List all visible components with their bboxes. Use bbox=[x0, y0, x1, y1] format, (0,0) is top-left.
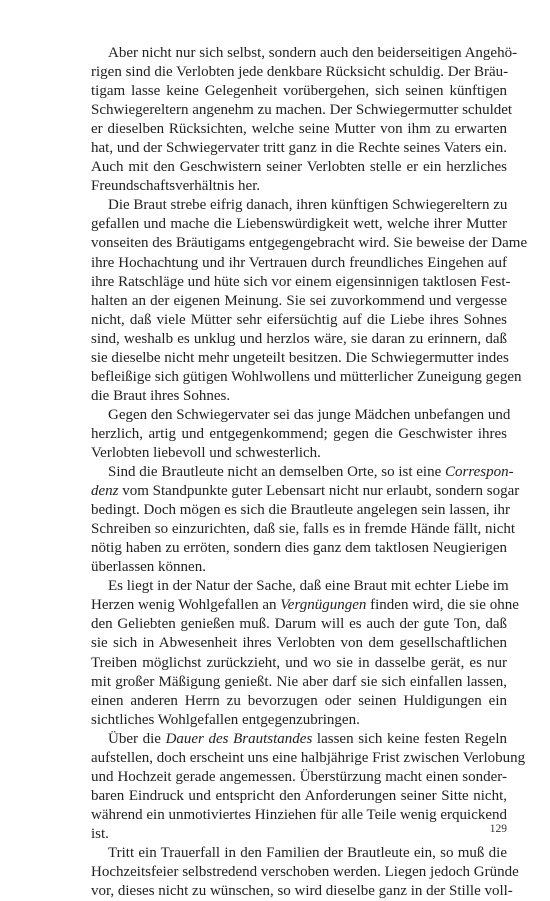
text-line: Die Braut strebe eifrig danach, ihren künftigen Schwiegereltern zu bbox=[108, 197, 508, 214]
text-line: den Geliebten genießen muß. Darum will es auch der gute Ton, daß bbox=[91, 616, 507, 633]
text-line: Gegen den Schwiegervater sei das junge Mädchen unbefangen und bbox=[108, 406, 511, 423]
text-line: Verlobten liebevoll und schwesterlich. bbox=[91, 444, 321, 461]
text-run: finden wird, die sie ohne bbox=[366, 597, 519, 614]
italic-term: denz bbox=[91, 483, 119, 500]
text-line: vor, dieses nicht zu wünschen, so wird dieselbe ganz in der Stille voll- bbox=[91, 883, 513, 900]
text-line: Tritt ein Trauerfall in den Familien der Brautleute ein, so muß die bbox=[108, 844, 507, 861]
text-line: mit großer Mäßigung genießt. Nie aber darf sie sich einfallen lassen, bbox=[91, 673, 507, 690]
text-line: sie dieselbe nicht mehr ungeteilt besitzen. Die Schwiegermutter indes bbox=[91, 349, 509, 366]
italic-term: Correspon- bbox=[445, 464, 514, 481]
text-line: Hochzeitsfeier selbstredend verschoben werden. Liegen jedoch Gründe bbox=[91, 864, 519, 881]
text-line: sie sich in Abwesenheit ihres Verlobten von dem gesellschaftlichen bbox=[91, 635, 507, 652]
text-line: Aber nicht nur sich selbst, sondern auch den beiderseitigen Angehö- bbox=[108, 45, 518, 61]
text-line: und Hochzeit gerade angemessen. Überstürzung macht einen sonder- bbox=[91, 768, 507, 785]
text-line: tigam lasse keine Gelegenheit vorübergehen, sich seinen künftigen bbox=[91, 83, 507, 100]
body-text bbox=[74, 44, 528, 901]
text-line: vonseiten des Bräutigams entgegengebracht wird. Sie beweise der Dame bbox=[91, 235, 528, 252]
text-line: aufstellen, doch erscheint uns eine halbjährige Frist zwischen Verlobung bbox=[91, 749, 526, 766]
text-line: sichtliches Wohlgefallen entgegenzubringen. bbox=[91, 711, 360, 728]
text-line: befleißige sich gütigen Wohlwollens und mütterlicher Zuneigung gegen bbox=[91, 368, 522, 385]
paragraph-engagement-duration bbox=[74, 730, 526, 844]
text-run: Sind die Brautleute nicht an demselben Orte, so ist eine bbox=[108, 464, 446, 481]
text-line: ihre Ratschläge und hüte sich vor einem eigensinnigen taktlosen Fest- bbox=[91, 273, 511, 290]
italic-term: Dauer des Brautstandes bbox=[165, 730, 313, 747]
text-line: halten an der eigenen Meinung. Sie sei zuvorkommend und vergesse bbox=[91, 292, 507, 309]
text-line: Auch mit den Geschwistern seiner Verlobten stelle er ein herzliches bbox=[91, 159, 507, 176]
text-line: die Braut ihres Sohnes. bbox=[91, 387, 231, 404]
text-line: Freundschaftsverhältnis her. bbox=[91, 178, 261, 195]
text-line bbox=[74, 463, 514, 482]
paragraph-mourning bbox=[74, 844, 519, 901]
text-line: während ein unmotiviertes Hinziehen für alle Teile wenig erquickend bbox=[91, 806, 508, 823]
text-line: baren Eindruck und entspricht den Anforderungen seiner Sitte nicht, bbox=[91, 787, 507, 804]
text-line: nicht, daß viele Mütter sehr eifersüchtig auf die Liebe ihres Sohnes bbox=[91, 311, 507, 328]
text-line: Es liegt in der Natur der Sache, daß eine Braut mit echter Liebe im bbox=[108, 578, 509, 595]
text-line: gefallen und mache die Liebenswürdigkeit wett, welche ihrer Mutter bbox=[91, 216, 507, 233]
italic-term: Vergnügungen bbox=[280, 597, 367, 614]
text-line: Treiben möglichst zurückzieht, und wo sie in dasselbe gerät, es nur bbox=[91, 654, 507, 671]
text-line: einen anderen Herrn zu bevorzugen oder seinen Huldigungen ein bbox=[91, 692, 507, 709]
paragraph-relatives bbox=[74, 44, 518, 196]
text-line: nötig haben zu erröten, sondern dies ganz dem taktlosen Neugierigen bbox=[91, 540, 507, 557]
text-line: überlassen können. bbox=[91, 559, 206, 576]
text-line bbox=[74, 596, 519, 615]
page-number: 129 bbox=[489, 823, 507, 835]
text-line: Schwiegereltern angenehm zu machen. Der Schwiegermutter schuldet bbox=[91, 102, 513, 119]
text-line: sind, weshalb es unklug und herzlos wäre, sie daran zu erinnern, daß bbox=[91, 330, 507, 347]
text-line: Schreiben so einzurichten, daß sie, falls es in fremde Hände fällt, nicht bbox=[91, 521, 516, 538]
text-line: ist. bbox=[91, 825, 109, 842]
paragraph-correspondence bbox=[74, 463, 520, 577]
text-line bbox=[74, 482, 520, 501]
text-run: lassen sich keine festen Regeln bbox=[312, 730, 508, 747]
text-line bbox=[74, 730, 507, 749]
paragraph-amusements bbox=[74, 577, 519, 729]
text-line: ihre Hochachtung und ihr Vertrauen durch freundliches Eingehen auf bbox=[91, 254, 507, 271]
text-line: rigen sind die Verlobten jede denkbare Rücksicht schuldig. Der Bräu- bbox=[91, 64, 509, 81]
text-run: vom Standpunkte guter Lebensart nicht nur erlaubt, sondern sogar bbox=[118, 483, 520, 500]
paragraph-bride-in-laws bbox=[74, 196, 528, 406]
text-line: herzlich, artig und entgegenkommend; gegen die Geschwister ihres bbox=[91, 425, 507, 442]
text-line: bedingt. Doch mögen es sich die Brautleute angelegen sein lassen, ihr bbox=[91, 502, 511, 519]
text-line: hat, und der Schwiegervater tritt ganz in die Rechte seines Vaters ein. bbox=[91, 140, 507, 157]
paragraph-father-in-law bbox=[74, 406, 511, 463]
text-line: er dieselben Rücksichten, welche seine Mutter von ihm zu erwarten bbox=[91, 121, 507, 138]
text-run: Herzen wenig Wohlgefallen an bbox=[91, 597, 281, 614]
text-run: Über die bbox=[108, 730, 166, 747]
